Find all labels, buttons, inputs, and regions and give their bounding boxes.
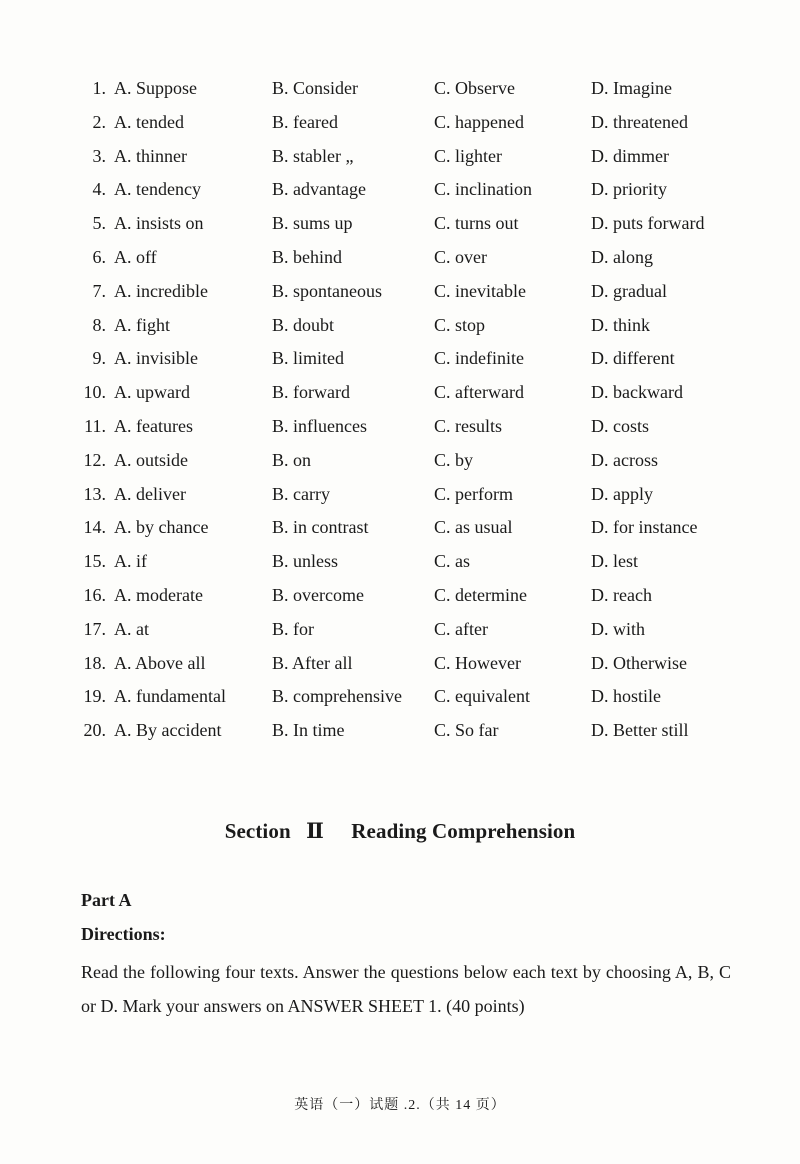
question-row bbox=[0, 140, 800, 174]
option-d: D. for instance bbox=[591, 517, 698, 538]
option-c: C. equivalent bbox=[434, 686, 530, 707]
option-a: A. off bbox=[114, 246, 157, 267]
option-a: A. insists on bbox=[114, 213, 204, 234]
option-c: C. inevitable bbox=[434, 280, 526, 301]
option-b: B. After all bbox=[272, 652, 353, 673]
question-number: 14. bbox=[83, 517, 106, 538]
question-number: 3. bbox=[92, 145, 106, 166]
option-a: A. fight bbox=[114, 314, 170, 335]
option-b: B. forward bbox=[272, 382, 350, 403]
question-row bbox=[0, 410, 800, 444]
section-numeral: Ⅱ bbox=[306, 819, 324, 843]
option-b: B. comprehensive bbox=[272, 686, 402, 707]
question-row bbox=[0, 106, 800, 140]
option-a: A. invisible bbox=[114, 348, 198, 369]
question-row bbox=[0, 275, 800, 309]
option-d: D. with bbox=[591, 618, 645, 639]
option-c: C. perform bbox=[434, 483, 513, 504]
option-b: B. feared bbox=[272, 111, 338, 132]
question-row bbox=[0, 241, 800, 275]
option-a: A. if bbox=[114, 551, 147, 572]
option-a: A. moderate bbox=[114, 584, 203, 605]
option-c: C. happened bbox=[434, 111, 524, 132]
option-a: A. thinner bbox=[114, 145, 187, 166]
option-a: A. Above all bbox=[114, 652, 206, 673]
option-c: C. as usual bbox=[434, 517, 513, 538]
option-d: D. along bbox=[591, 246, 653, 267]
option-b: B. behind bbox=[272, 246, 342, 267]
option-c: C. stop bbox=[434, 314, 486, 335]
option-c: C. determine bbox=[434, 584, 527, 605]
option-c: C. after bbox=[434, 618, 488, 639]
option-a: A. at bbox=[114, 618, 149, 639]
question-row bbox=[0, 376, 800, 410]
option-c: C. inclination bbox=[434, 179, 532, 200]
section-label: Section bbox=[224, 819, 291, 843]
question-number: 19. bbox=[83, 686, 106, 707]
question-row bbox=[0, 207, 800, 241]
option-a: A. features bbox=[114, 415, 193, 436]
option-c: C. However bbox=[434, 652, 521, 673]
option-a: A. upward bbox=[114, 382, 190, 403]
option-a: A. deliver bbox=[114, 483, 186, 504]
option-d: D. Otherwise bbox=[591, 652, 687, 673]
option-b: B. Consider bbox=[272, 78, 359, 98]
option-d: D. across bbox=[591, 449, 658, 470]
option-b: B. influences bbox=[272, 415, 367, 436]
question-number: 16. bbox=[83, 584, 106, 605]
option-c: C. afterward bbox=[434, 382, 524, 403]
option-a: A. incredible bbox=[114, 280, 208, 301]
question-number: 1. bbox=[92, 78, 106, 98]
option-b: B. for bbox=[272, 618, 314, 639]
option-a: A. fundamental bbox=[114, 686, 226, 707]
question-number: 8. bbox=[92, 314, 106, 335]
option-d: D. dimmer bbox=[591, 145, 669, 166]
option-d: D. lest bbox=[591, 551, 638, 572]
option-b: B. on bbox=[272, 449, 312, 470]
option-a: A. outside bbox=[114, 449, 188, 470]
section-heading bbox=[0, 818, 800, 844]
option-a: A. tended bbox=[114, 111, 184, 132]
question-number: 6. bbox=[92, 246, 106, 267]
option-b: B. spontaneous bbox=[272, 280, 382, 301]
question-row bbox=[0, 342, 800, 376]
option-a: A. By accident bbox=[114, 720, 222, 741]
question-number: 17. bbox=[83, 618, 106, 639]
question-number: 5. bbox=[92, 213, 106, 234]
option-a: A. tendency bbox=[114, 179, 201, 200]
question-number: 2. bbox=[92, 111, 106, 132]
question-row bbox=[0, 680, 800, 714]
option-c: C. indefinite bbox=[434, 348, 524, 369]
option-c: C. turns out bbox=[434, 213, 519, 234]
option-d: D. Imagine bbox=[591, 78, 672, 98]
question-number: 20. bbox=[83, 720, 106, 741]
page-footer: 英语（一）试题 .2.（共 14 页） bbox=[294, 1098, 506, 1113]
option-b: B. advantage bbox=[272, 179, 366, 200]
option-a: A. by chance bbox=[114, 517, 209, 538]
option-b: B. carry bbox=[272, 483, 330, 504]
question-number: 11. bbox=[84, 415, 106, 436]
question-row bbox=[0, 478, 800, 512]
question-row bbox=[0, 444, 800, 478]
question-row bbox=[0, 579, 800, 613]
question-number: 7. bbox=[92, 280, 106, 301]
question-row bbox=[0, 511, 800, 545]
option-d: D. backward bbox=[591, 382, 683, 403]
option-c: C. So far bbox=[434, 720, 499, 741]
section-title: Reading Comprehension bbox=[351, 819, 576, 843]
option-d: D. priority bbox=[591, 179, 667, 200]
option-d: D. threatened bbox=[591, 111, 688, 132]
option-c: C. over bbox=[434, 246, 487, 267]
option-d: D. costs bbox=[591, 415, 649, 436]
option-c: C. lighter bbox=[434, 145, 502, 166]
question-row bbox=[0, 647, 800, 681]
option-d: D. apply bbox=[591, 483, 653, 504]
directions-label: Directions: bbox=[81, 924, 166, 944]
question-number: 9. bbox=[92, 348, 106, 369]
option-d: D. hostile bbox=[591, 686, 661, 707]
option-b: B. limited bbox=[272, 348, 344, 369]
option-d: D. Better still bbox=[591, 720, 689, 741]
question-row bbox=[0, 545, 800, 579]
question-number: 13. bbox=[83, 483, 106, 504]
option-b: B. unless bbox=[272, 551, 339, 572]
option-b: B. In time bbox=[272, 720, 345, 741]
option-d: D. gradual bbox=[591, 280, 667, 301]
option-c: C. results bbox=[434, 415, 503, 436]
option-c: C. as bbox=[434, 551, 470, 572]
option-a: A. Suppose bbox=[114, 78, 198, 98]
option-d: D. different bbox=[591, 348, 675, 369]
option-b: B. doubt bbox=[272, 314, 335, 335]
question-number: 4. bbox=[92, 179, 106, 200]
option-d: D. think bbox=[591, 314, 651, 335]
question-row bbox=[0, 309, 800, 343]
question-list bbox=[0, 72, 800, 748]
option-b: B. sums up bbox=[272, 213, 353, 234]
option-d: D. puts forward bbox=[591, 213, 705, 234]
option-c: C. Observe bbox=[434, 78, 515, 98]
question-number: 15. bbox=[83, 551, 106, 572]
part-heading: Part A bbox=[81, 890, 132, 910]
question-number: 18. bbox=[83, 652, 106, 673]
question-row bbox=[0, 714, 800, 748]
question-number: 12. bbox=[83, 449, 106, 470]
option-d: D. reach bbox=[591, 584, 652, 605]
option-b: B. overcome bbox=[272, 584, 364, 605]
question-row bbox=[0, 613, 800, 647]
question-row bbox=[0, 173, 800, 207]
question-row bbox=[0, 72, 800, 106]
option-c: C. by bbox=[434, 449, 474, 470]
option-b: B. in contrast bbox=[272, 517, 369, 538]
option-b: B. stabler „ bbox=[272, 145, 354, 166]
question-number: 10. bbox=[83, 382, 106, 403]
directions-text: Read the following four texts. Answer the questions below each text by choosing A, B, C or D. Mark your answers on ANSWER SHEET 1. (40 points) bbox=[81, 962, 731, 1016]
